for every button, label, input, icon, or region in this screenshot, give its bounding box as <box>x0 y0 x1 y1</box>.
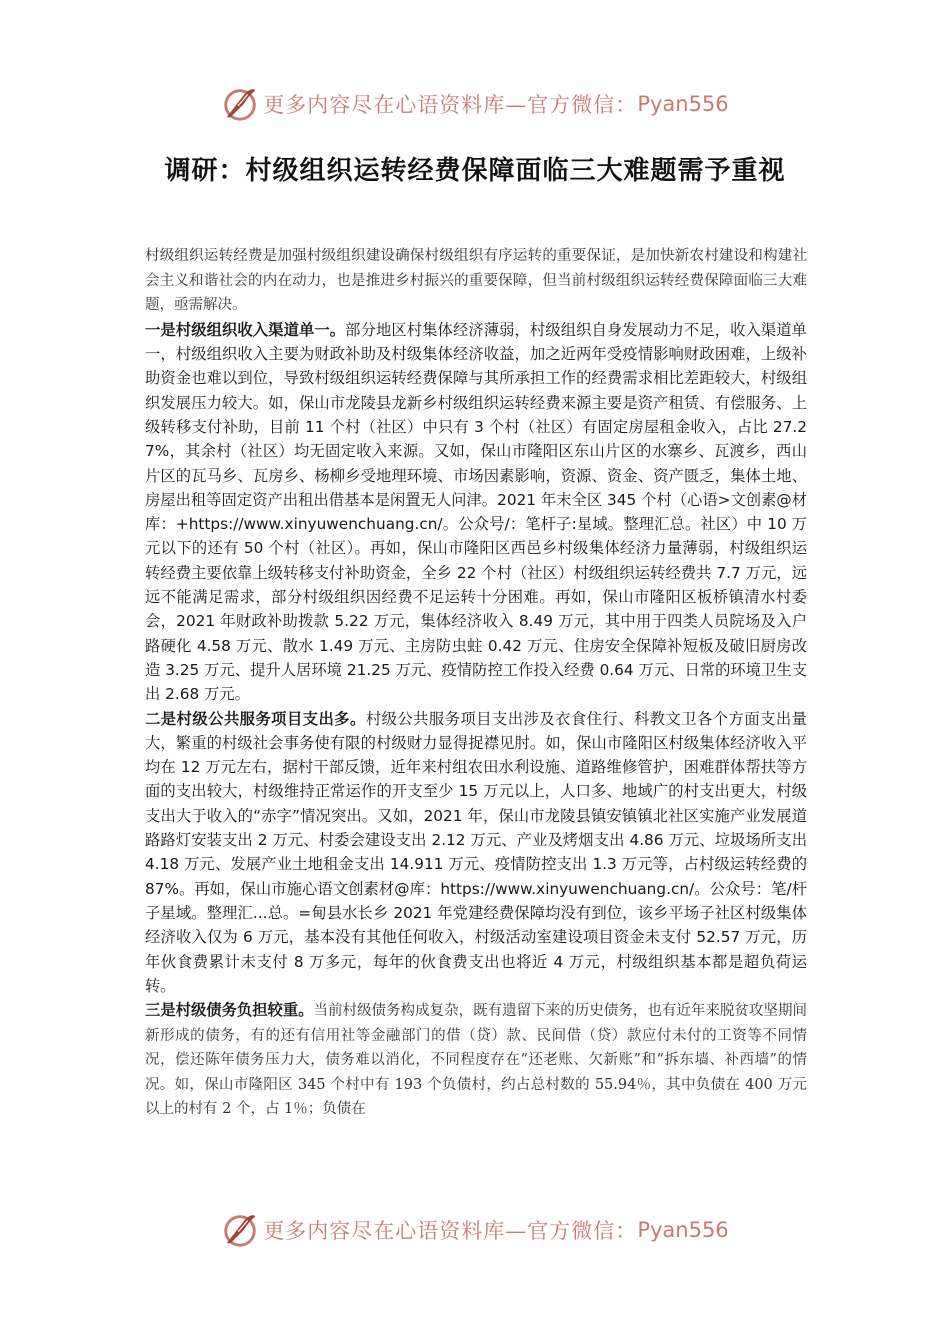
section-lead-3: 三是村级债务负担较重。 <box>145 1001 314 1020</box>
footer-watermark-banner <box>0 1208 950 1252</box>
document-body <box>145 244 807 1122</box>
document-title: 调研：村级组织运转经费保障面临三大难题需予重视 <box>164 156 786 186</box>
watermark-wechat-id: Pyan556 <box>637 92 729 116</box>
section-paragraph-1 <box>145 318 807 707</box>
section-text-2: 村级公共服务项目支出涉及衣食住行、科教文卫各个方面支出量大，繁重的村级社会事务使有限的村级财力显得捉襟见肘。如，保山市隆阳区村级集体经济收入平均在 12 万元左右，据村干部反馈，近年来村组农田水利设施、道路维修管护，困难群体帮扶等方面的支出较大，村级维持正常运作的开支至少 15 万元以上，人口多、地域广的村支出更大，村级支出大于收入的“赤字”情况突出。又如，2021 年，保山市龙陵县镇安镇镇北社区实施产业发展道路路灯安装支出 2 万元、村委会建设支出 2.12 万元、产业及烤烟支出 4.86 万元、垃圾场所支出 4.18 万元、发展产业土地租金支出 14.911 万元、疫情防控支出 1.3 万元等，占村级运转经费的 87%。再如，保山市施心语文创素材@库：https://www.xinyuwenchuang.cn/。公众号：笔/杆子星域。整理汇...总。=甸县水长乡 2021 年党建经费保障均没有到位，该乡平场子社区村级集体经济收入仅为 6 万元，基本没有其他任何收入，村级活动室建设项目资金未支付 52.57 万元，历年伙食费累计未支付 8 万多元，每年的伙食费支出也将近 4 万元，村级组织基本都是超负荷运转。 <box>145 709 807 995</box>
section-text-3: 当前村级债务构成复杂，既有遗留下来的历史债务，也有近年来脱贫攻坚期间新形成的债务，有的还有信用社等金融部门的借（贷）款、民间借（贷）款应付未付的工资等不同情况，偿还陈年债务压力大，债务难以消化，不同程度存在“还老账、欠新账”和“拆东墙、补西墙”的情况。如，保山市隆阳区 345 个村中有 193 个负债村，约占总村数的 55.94％，其中负债在 400 万元以上的村有 2 个，占 1％；负债在 <box>145 1003 807 1118</box>
header-watermark-banner <box>0 82 950 126</box>
quill-pen-logo-icon <box>221 1211 259 1249</box>
section-text-1: 部分地区村集体经济薄弱，村级组织自身发展动力不足，收入渠道单一，村级组织收入主要为财政补助及村级集体经济收益，加之近两年受疫情影响财政困难，上级补助资金也难以到位，导致村级组织运转经费保障与其所承担工作的经费需求相比差距较大，村级组织发展压力较大。如，保山市龙陵县龙新乡村级组织运转经费来源主要是资产租赁、有偿服务、上级转移支付补助，目前 11 个村（社区）中只有 3 个村（社区）有固定房屋租金收入，占比 27.27%，其余村（社区）均无固定收入来源。又如，保山市隆阳区东山片区的水寨乡、瓦渡乡，西山片区的瓦马乡、瓦房乡、杨柳乡受地理环境、市场因素影响，资源、资金、资产匮乏，集体土地、房屋出租等固定资产出租出借基本是闲置无人问津。2021 年末全区 345 个村（心语>文创素@材库：+https://www.xinyuwenchuang.cn/。公众号/：笔杆子:星域。整理汇总。社区）中 10 万元以下的还有 50 个村（社区）。再如，保山市隆阳区西邑乡村级集体经济力量薄弱，村级组织运转经费主要依靠上级转移支付补助资金，全乡 22 个村（社区）村级组织运转经费共 7.7 万元，远远不能满足需求，部分村级组织因经费不足运转十分困难。再如，保山市隆阳区板桥镇清水村委会，2021 年财政补助拨款 5.22 万元，集体经济收入 8.49 万元，其中用于四类人员院场及入户路硬化 4.58 万元、散水 1.49 万元、主房防虫蛀 0.42 万元、住房安全保障补短板及破旧厨房改造 3.25 万元、提升人居环境 21.25 万元、疫情防控工作投入经费 0.64 万元、日常的环境卫生支出 2.68 万元。 <box>145 320 807 704</box>
section-lead-2: 二是村级公共服务项目支出多。 <box>145 709 366 728</box>
intro-paragraph: 村级组织运转经费是加强村级组织建设确保村级组织有序运转的重要保证，是加快新农村建设和构建社会主义和谐社会的内在动力，也是推进乡村振兴的重要保障，但当前村级组织运转经费保障面临三大难题，亟需解决。 <box>145 248 807 314</box>
watermark-text: 更多内容尽在心语资料库—官方微信： <box>263 93 638 117</box>
section-lead-1: 一是村级组织收入渠道单一。 <box>145 320 346 339</box>
watermark-text: 更多内容尽在心语资料库—官方微信： <box>263 1219 638 1243</box>
section-paragraph-3 <box>145 998 807 1122</box>
watermark-wechat-id: Pyan556 <box>637 1218 729 1242</box>
section-paragraph-2 <box>145 707 807 999</box>
quill-pen-logo-icon <box>221 85 259 123</box>
